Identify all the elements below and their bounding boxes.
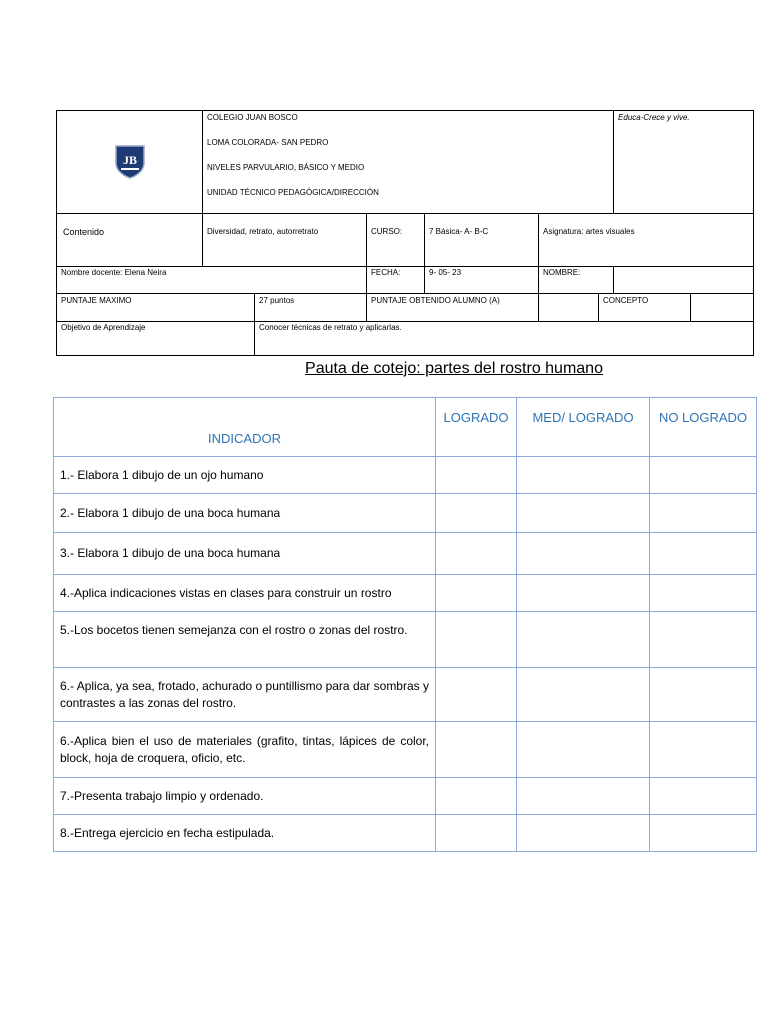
logrado-cell[interactable] <box>436 722 517 778</box>
no-logrado-cell[interactable] <box>650 533 757 575</box>
med-logrado-cell[interactable] <box>517 457 650 494</box>
school-crest-icon <box>114 143 146 181</box>
header-table <box>56 110 754 356</box>
table-row <box>54 575 757 612</box>
contenido-label: Contenido <box>57 214 203 267</box>
school-location: LOMA COLORADA- SAN PEDRO <box>207 138 329 147</box>
page-title <box>0 360 768 378</box>
puntaje-obtenido-field[interactable] <box>539 294 599 322</box>
puntaje-max-label: PUNTAJE MAXIMO <box>57 294 255 322</box>
med-logrado-cell[interactable] <box>517 778 650 815</box>
med-logrado-cell[interactable] <box>517 575 650 612</box>
objetivo-value: Conocer técnicas de retrato y aplicarlas. <box>255 322 754 356</box>
header-med-logrado: MED/ LOGRADO <box>517 398 650 457</box>
puntaje-obtenido-label: PUNTAJE OBTENIDO ALUMNO (A) <box>367 294 539 322</box>
docente: Nombre docente: Elena Neira <box>57 267 367 294</box>
motto-cell <box>614 111 754 214</box>
table-row <box>54 494 757 533</box>
checklist-table <box>53 397 757 852</box>
nombre-label: NOMBRE: <box>539 267 614 294</box>
table-row <box>54 668 757 722</box>
logrado-cell[interactable] <box>436 457 517 494</box>
no-logrado-cell[interactable] <box>650 668 757 722</box>
school-levels: NIVELES PARVULARIO, BÁSICO Y MEDIO <box>207 163 365 172</box>
concepto-label: CONCEPTO <box>599 294 691 322</box>
table-row <box>54 778 757 815</box>
indicator-text: 5.-Los bocetos tienen semejanza con el rostro o zonas del rostro. <box>54 612 436 668</box>
no-logrado-cell[interactable] <box>650 494 757 533</box>
logo-cell <box>57 111 203 214</box>
logrado-cell[interactable] <box>436 494 517 533</box>
indicator-text: 3.- Elabora 1 dibujo de una boca humana <box>54 533 436 575</box>
indicator-text: 2.- Elabora 1 dibujo de una boca humana <box>54 494 436 533</box>
logrado-cell[interactable] <box>436 533 517 575</box>
indicator-text: 6.-Aplica bien el uso de materiales (grafito, tintas, lápices de color, block, hoja de croquera, oficio, etc. <box>54 722 436 778</box>
logrado-cell[interactable] <box>436 668 517 722</box>
table-row <box>54 722 757 778</box>
logrado-cell[interactable] <box>436 778 517 815</box>
concepto-field[interactable] <box>691 294 754 322</box>
objetivo-label: Objetivo de Aprendizaje <box>57 322 255 356</box>
table-row <box>54 612 757 668</box>
table-row <box>54 815 757 852</box>
page-title-text: Pauta de cotejo: partes del rostro humano <box>305 360 603 377</box>
no-logrado-cell[interactable] <box>650 575 757 612</box>
logrado-cell[interactable] <box>436 612 517 668</box>
no-logrado-cell[interactable] <box>650 815 757 852</box>
checklist-header-row <box>54 398 757 457</box>
curso-value: 7 Básica- A- B-C <box>425 214 539 267</box>
svg-text:JB: JB <box>122 153 137 167</box>
asignatura: Asignatura: artes visuales <box>539 214 754 267</box>
no-logrado-cell[interactable] <box>650 722 757 778</box>
logrado-cell[interactable] <box>436 575 517 612</box>
school-unit: UNIDAD TÉCNICO PEDAGÓGICA/DIRECCIÓN <box>207 188 379 197</box>
no-logrado-cell[interactable] <box>650 612 757 668</box>
indicator-text: 4.-Aplica indicaciones vistas en clases para construir un rostro <box>54 575 436 612</box>
indicator-text: 7.-Presenta trabajo limpio y ordenado. <box>54 778 436 815</box>
fecha-value: 9- 05- 23 <box>425 267 539 294</box>
header-indicador: INDICADOR <box>54 398 436 457</box>
school-name: COLEGIO JUAN BOSCO <box>207 113 298 122</box>
table-row <box>54 533 757 575</box>
curso-label: CURSO: <box>367 214 425 267</box>
indicator-text: 1.- Elabora 1 dibujo de un ojo humano <box>54 457 436 494</box>
table-row <box>54 457 757 494</box>
med-logrado-cell[interactable] <box>517 815 650 852</box>
med-logrado-cell[interactable] <box>517 494 650 533</box>
school-info-cell <box>203 111 614 214</box>
fecha-label: FECHA: <box>367 267 425 294</box>
school-motto: Educa-Crece y vive. <box>618 113 690 122</box>
puntaje-max-value: 27 puntos <box>255 294 367 322</box>
header-logrado: LOGRADO <box>436 398 517 457</box>
contenido-value: Diversidad, retrato, autorretrato <box>203 214 367 267</box>
no-logrado-cell[interactable] <box>650 778 757 815</box>
logrado-cell[interactable] <box>436 815 517 852</box>
no-logrado-cell[interactable] <box>650 457 757 494</box>
med-logrado-cell[interactable] <box>517 668 650 722</box>
header-no-logrado: NO LOGRADO <box>650 398 757 457</box>
indicator-text: 6.- Aplica, ya sea, frotado, achurado o puntillismo para dar sombras y contrastes a las zonas del rostro. <box>54 668 436 722</box>
med-logrado-cell[interactable] <box>517 533 650 575</box>
med-logrado-cell[interactable] <box>517 612 650 668</box>
indicator-text: 8.-Entrega ejercicio en fecha estipulada. <box>54 815 436 852</box>
nombre-field[interactable] <box>614 267 754 294</box>
med-logrado-cell[interactable] <box>517 722 650 778</box>
